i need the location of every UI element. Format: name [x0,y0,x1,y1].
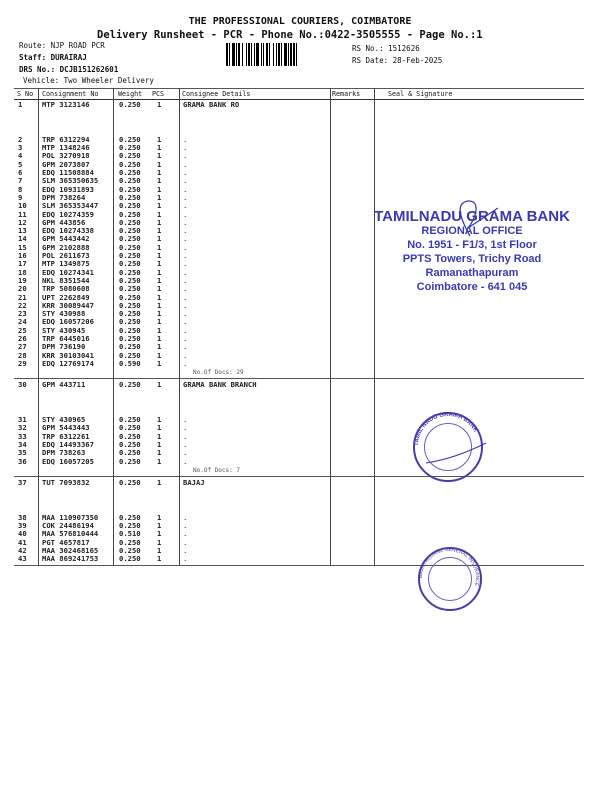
pieces: 1 [157,176,162,186]
barcode [226,43,341,66]
consignment-number: MTP 1348246 [42,143,90,153]
consignment-number: PGT 4657817 [42,537,90,547]
consignment-number: MAA 576810444 [42,529,99,539]
weight: 0.250 [119,325,141,335]
serial-number: 24 [18,317,27,327]
table-row [0,424,600,432]
svg-text:BAJAJ ALLIANZ GENERAL INSURANC [418,547,480,588]
pieces: 1 [157,358,162,368]
serial-number: 13 [18,226,27,236]
pieces: 1 [157,317,162,327]
weight: 0.250 [119,275,141,285]
weight: 0.250 [119,448,141,458]
consignment-number: GPM 2102888 [42,242,90,252]
column-divider [374,88,375,565]
consignment-number: TRP 5080608 [42,284,90,294]
weight: 0.250 [119,423,141,433]
consignee-placeholder: . [183,537,188,547]
consignee-placeholder: . [183,358,188,368]
weight: 0.250 [119,267,141,277]
consignee-placeholder: . [183,275,188,285]
vehicle-label: Vehicle: Two Wheeler Delivery [23,76,154,85]
consignee-placeholder: . [183,151,188,161]
pieces: 1 [157,529,162,539]
table-row [0,381,600,389]
consignment-number: UPT 2262849 [42,292,90,302]
pieces: 1 [157,267,162,277]
weight: 0.250 [119,415,141,425]
consignee-placeholder: . [183,226,188,236]
consignee-placeholder: . [183,176,188,186]
pieces: 1 [157,440,162,450]
pieces: 1 [157,151,162,161]
weight: 0.250 [119,300,141,310]
serial-number: 20 [18,284,27,294]
consignment-number: POL 2611673 [42,251,90,261]
serial-number: 7 [18,176,23,186]
consignment-number: GPM 5443443 [42,423,90,433]
group-separator [14,565,584,566]
consignment-number: EDQ 16057205 [42,456,94,466]
col-header-seal: Seal & Signature [388,90,453,98]
pieces: 1 [157,415,162,425]
serial-number: 16 [18,251,27,261]
pieces: 1 [157,423,162,433]
pieces: 1 [157,226,162,236]
pieces: 1 [157,275,162,285]
consignment-number: STY 430965 [42,415,86,425]
serial-number: 33 [18,431,27,441]
pieces: 1 [157,234,162,244]
table-row [0,441,600,449]
weight: 0.250 [119,545,141,555]
weight: 0.250 [119,334,141,344]
col-header-sno: S No [17,90,34,98]
serial-number: 4 [18,151,23,161]
runsheet-title: Delivery Runsheet - PCR - Phone No.:0422-3505555 - Page No.:1 [97,29,483,41]
serial-number: 23 [18,309,27,319]
seal-ring-text: TAMIL NADU GRAMA BANK [413,411,479,447]
consignee-placeholder: . [183,448,188,458]
table-row [0,136,600,144]
col-header-pcs: PCS [152,90,165,98]
consignee-placeholder: . [183,284,188,294]
consignment-number: DPM 738263 [42,448,86,458]
serial-number: 18 [18,267,27,277]
weight: 0.250 [119,251,141,261]
consignment-number: TUT 7093832 [42,477,90,487]
consignee-placeholder: . [183,317,188,327]
docs-count: No.Of Docs: 7 [193,466,240,474]
weight: 0.250 [119,242,141,252]
table-row [0,144,600,152]
weight: 0.250 [119,159,141,169]
consignee-placeholder: . [183,134,188,144]
consignee-placeholder: . [183,554,188,564]
serial-number: 2 [18,134,23,144]
pieces: 1 [157,537,162,547]
serial-number: 28 [18,350,27,360]
serial-number: 39 [18,521,27,531]
consignment-number: EDQ 12769174 [42,358,94,368]
pieces: 1 [157,217,162,227]
consignee-placeholder: . [183,350,188,360]
pieces: 1 [157,168,162,178]
serial-number: 10 [18,201,27,211]
weight: 0.250 [119,134,141,144]
serial-number: 31 [18,415,27,425]
staff-label: Staff: DURAIRAJ [19,53,87,62]
consignee-placeholder: . [183,209,188,219]
serial-number: 17 [18,259,27,269]
serial-number: 15 [18,242,27,252]
stamp-line: No. 1951 - F1/3, 1st Floor [407,239,537,251]
consignment-number: EDQ 10274359 [42,209,94,219]
serial-number: 29 [18,358,27,368]
pieces: 1 [157,325,162,335]
serial-number: 11 [18,209,27,219]
pieces: 1 [157,334,162,344]
pieces: 1 [157,448,162,458]
pieces: 1 [157,292,162,302]
consignee-placeholder: . [183,521,188,531]
seal-text [406,405,491,485]
consignment-number: GPM 443856 [42,217,86,227]
pieces: 1 [157,521,162,531]
consignee-placeholder: . [183,300,188,310]
seal-ring-text: BAJAJ ALLIANZ GENERAL INSURANCE [417,546,481,587]
route-label: Route: NJP ROAD PCR [19,41,105,50]
consignment-number: DPM 738264 [42,192,86,202]
pieces: 1 [157,284,162,294]
consignee-placeholder: . [183,423,188,433]
consignee-details: GRAMA BANK RO [183,100,240,109]
weight: 0.250 [119,184,141,194]
weight: 0.250 [119,143,141,153]
consignment-number: GPM 443711 [42,380,86,390]
pieces: 1 [157,545,162,555]
consignee-placeholder: . [183,512,188,522]
consignment-number: DPM 736190 [42,342,86,352]
consignment-number: GPM 5443442 [42,234,90,244]
weight: 0.250 [119,309,141,319]
pieces: 1 [157,134,162,144]
serial-number: 5 [18,159,23,169]
weight: 0.250 [119,317,141,327]
consignee-placeholder: . [183,456,188,466]
consignment-number: EDQ 14493367 [42,440,94,450]
weight: 0.250 [119,477,141,487]
serial-number: 27 [18,342,27,352]
consignment-number: GPM 2073807 [42,159,90,169]
consignee-placeholder: . [183,325,188,335]
weight: 0.250 [119,209,141,219]
weight: 0.250 [119,201,141,211]
pieces: 1 [157,209,162,219]
serial-number: 32 [18,423,27,433]
table-row [0,458,600,466]
stamp-line: TAMILNADU GRAMA BANK [374,208,570,225]
consignee-placeholder: . [183,415,188,425]
pieces: 1 [157,477,162,487]
consignee-placeholder: . [183,545,188,555]
serial-number: 12 [18,217,27,227]
serial-number: 35 [18,448,27,458]
pieces: 1 [157,380,162,390]
consignee-placeholder: . [183,234,188,244]
consignee-placeholder: . [183,217,188,227]
consignment-number: STY 430945 [42,325,86,335]
serial-number: 1 [18,100,23,109]
weight: 0.250 [119,521,141,531]
table-row [0,555,600,563]
pieces: 1 [157,242,162,252]
pieces: 1 [157,554,162,564]
weight: 0.590 [119,358,141,368]
consignment-number: MAA 110907350 [42,512,99,522]
serial-number: 43 [18,554,27,564]
column-divider [179,88,180,565]
table-row [0,152,600,160]
pieces: 1 [157,192,162,202]
barcode-bar [297,43,300,66]
group-separator [14,378,584,379]
serial-number: 8 [18,184,23,194]
consignment-number: EDQ 10931893 [42,184,94,194]
weight: 0.250 [119,226,141,236]
serial-number: 22 [18,300,27,310]
col-header-consignment: Consignment No [42,90,99,98]
serial-number: 38 [18,512,27,522]
weight: 0.250 [119,380,141,390]
consignment-number: POL 3270918 [42,151,90,161]
serial-number: 42 [18,545,27,555]
stamp-line: PPTS Towers, Trichy Road [402,253,542,265]
consignee-placeholder: . [183,440,188,450]
consignee-placeholder: . [183,292,188,302]
weight: 0.250 [119,284,141,294]
stamp-line: REGIONAL OFFICE [421,225,523,237]
consignment-number: TRP 6312294 [42,134,90,144]
serial-number: 37 [18,477,27,487]
seal-text-2 [414,543,484,613]
consignment-number: NKL 8351544 [42,275,90,285]
signature-mark [440,198,500,238]
consignee-placeholder: . [183,192,188,202]
column-divider [38,88,39,565]
table-row [0,318,600,326]
serial-number: 41 [18,537,27,547]
pieces: 1 [157,309,162,319]
weight: 0.250 [119,440,141,450]
company-title: THE PROFESSIONAL COURIERS, COIMBATORE [188,16,412,27]
pieces: 1 [157,300,162,310]
column-divider [330,88,331,565]
pieces: 1 [157,259,162,269]
serial-number: 19 [18,275,27,285]
consignee-placeholder: . [183,242,188,252]
table-row [0,416,600,424]
consignment-number: MTP 3123146 [42,100,90,109]
consignment-number: MAA 869241753 [42,554,99,564]
col-header-weight: Weight [118,90,143,98]
consignee-details: GRAMA BANK BRANCH [183,380,257,390]
stamp-line: Ramanathapuram [425,267,519,279]
consignee-placeholder: . [183,143,188,153]
consignment-number: TRP 6445016 [42,334,90,344]
consignee-placeholder: . [183,201,188,211]
weight: 0.250 [119,234,141,244]
table-top-border [14,88,584,89]
serial-number: 25 [18,325,27,335]
consignment-number: SLM 365353447 [42,201,99,211]
pieces: 1 [157,201,162,211]
consignment-number: KRR 30103041 [42,350,94,360]
weight: 0.250 [119,350,141,360]
consignment-number: EDQ 16057206 [42,317,94,327]
consignee-details: BAJAJ [183,477,205,487]
serial-number: 6 [18,168,23,178]
consignee-placeholder: . [183,251,188,261]
table-row [0,530,600,538]
serial-number: 21 [18,292,27,302]
pieces: 1 [157,251,162,261]
weight: 0.250 [119,456,141,466]
serial-number: 26 [18,334,27,344]
pieces: 1 [157,342,162,352]
weight: 0.250 [119,168,141,178]
serial-number: 14 [18,234,27,244]
table-row [0,302,600,310]
col-header-consignee: Consignee Details [182,90,251,98]
pieces: 1 [157,350,162,360]
rs-date: RS Date: 28-Feb-2025 [352,56,443,65]
weight: 0.250 [119,431,141,441]
serial-number: 3 [18,143,23,153]
consignment-number: MAA 302468165 [42,545,99,555]
consignee-placeholder: . [183,342,188,352]
weight: 0.250 [119,537,141,547]
table-row [0,360,600,368]
pieces: 1 [157,159,162,169]
pieces: 1 [157,512,162,522]
table-row [0,479,600,487]
serial-number: 34 [18,440,27,450]
pieces: 1 [157,184,162,194]
table-row [0,327,600,335]
col-header-remarks: Remarks [332,90,361,98]
column-divider [113,88,114,565]
weight: 0.250 [119,259,141,269]
weight: 0.250 [119,554,141,564]
consignment-number: KRR 30089447 [42,300,94,310]
weight: 0.250 [119,192,141,202]
rs-number: RS No.: 1512626 [352,44,420,53]
consignee-placeholder: . [183,334,188,344]
table-row [0,186,600,194]
weight: 0.250 [119,151,141,161]
serial-number: 9 [18,192,23,202]
group-separator [14,476,584,477]
weight: 0.250 [119,100,141,109]
table-row [0,101,600,109]
consignee-placeholder: . [183,159,188,169]
pieces: 1 [157,100,162,109]
consignment-number: SLM 365350635 [42,176,99,186]
svg-text:TAMIL NADU GRAMA BANK [414,412,479,446]
pieces: 1 [157,143,162,153]
weight: 0.250 [119,292,141,302]
docs-count: No.Of Docs: 29 [193,369,244,377]
consignee-placeholder: . [183,184,188,194]
pieces: 1 [157,431,162,441]
consignment-number: TRP 6312261 [42,431,90,441]
serial-number: 30 [18,380,27,390]
pieces: 1 [157,456,162,466]
stamp-line: Coimbatore - 641 045 [416,281,528,293]
serial-number: 40 [18,529,27,539]
consignee-placeholder: . [183,309,188,319]
weight: 0.250 [119,217,141,227]
consignment-number: MTP 1349875 [42,259,90,269]
consignment-number: EDQ 10274338 [42,226,94,236]
consignment-number: COK 24486194 [42,521,94,531]
consignment-number: STY 430988 [42,309,86,319]
consignment-number: EDQ 11508884 [42,168,94,178]
consignee-placeholder: . [183,431,188,441]
weight: 0.250 [119,342,141,352]
serial-number: 36 [18,456,27,466]
consignee-placeholder: . [183,267,188,277]
weight: 0.250 [119,512,141,522]
consignee-placeholder: . [183,168,188,178]
weight: 0.250 [119,176,141,186]
consignee-placeholder: . [183,259,188,269]
drs-number: DRS No.: DCJB151262601 [19,65,119,74]
table-row [0,335,600,343]
consignee-placeholder: . [183,529,188,539]
consignment-number: EDQ 10274341 [42,267,94,277]
weight: 0.510 [119,529,141,539]
